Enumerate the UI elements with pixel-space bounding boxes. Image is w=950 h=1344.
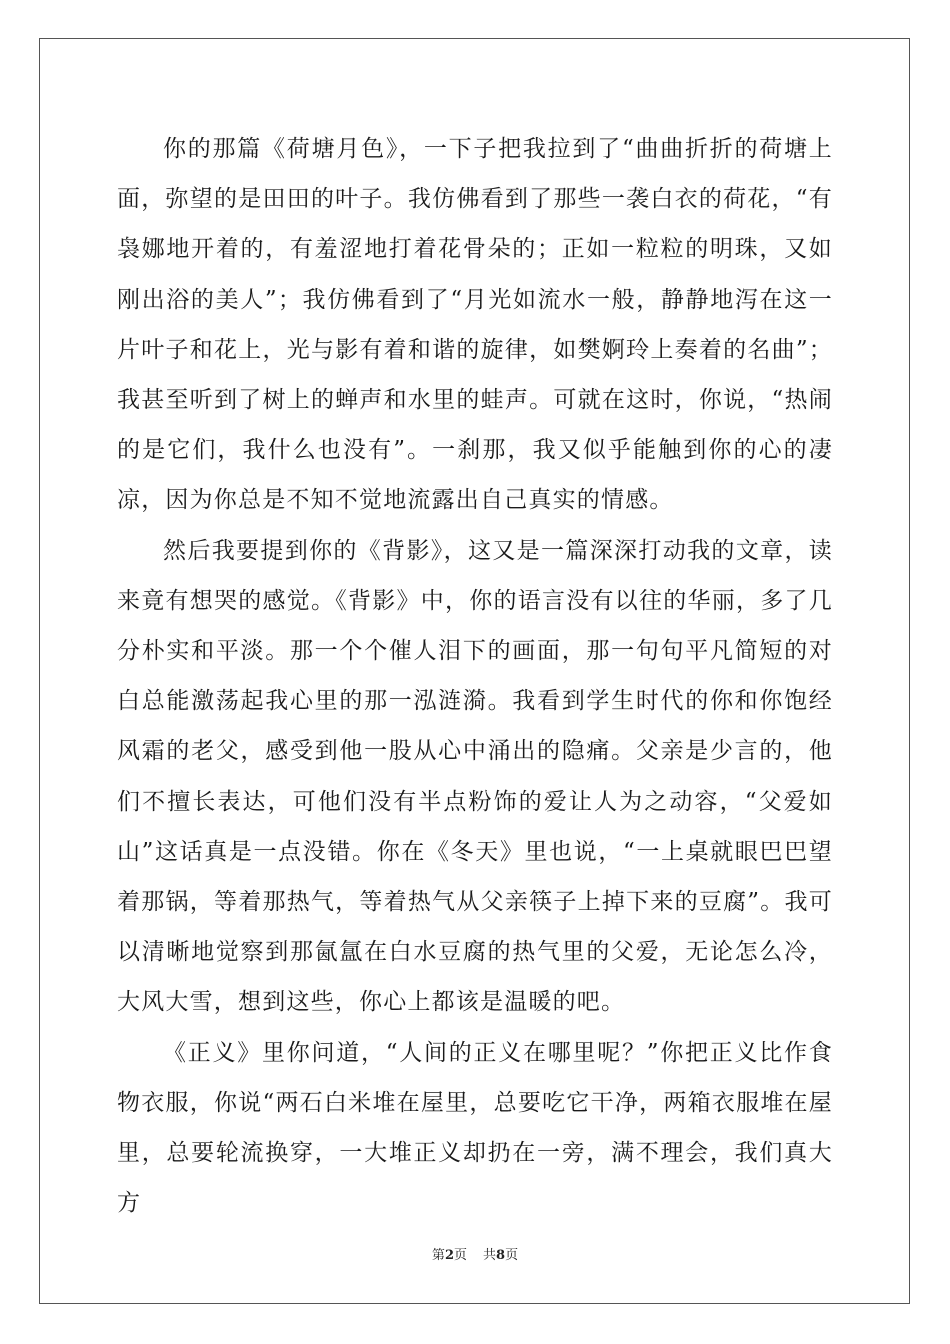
page-prefix: 第 [431,1248,445,1263]
paragraph-hetang-yuese: 你的那篇《荷塘月色》，一下子把我拉到了“曲曲折折的荷塘上面，弥望的是田田的叶子。我仿佛看到了那些一袭白衣的荷花，“有袅娜地开着的，有羞涩地打着花骨朵的；正如一粒粒的明珠，又如刚出浴的美人”；我仿佛看到了“月光如流水一般，静静地泻在这一片叶子和花上，光与影有着和谐的旋律，如樊婀玲上奏着的名曲”；我甚至听到了树上的蝉声和水里的蛙声。可就在这时，你说，“热闹的是它们，我什么也没有”。一刹那，我又似乎能触到你的心的凄凉，因为你总是不知不觉地流露出自己真实的情感。 [117,136,833,514]
paragraph-beiying: 然后我要提到你的《背影》，这又是一篇深深打动我的文章，读来竟有想哭的感觉。《背影》中，你的语言没有以往的华丽，多了几分朴实和平淡。那一个个催人泪下的画面，那一句句平凡简短的对白总能激荡起我心里的那一泓涟漪。我看到学生时代的你和你饱经风霜的老父，感受到他一股从心中涌出的隐痛。父亲是少言的，他们不擅长表达，可他们没有半点粉饰的爱让人为之动容，“父爱如山”这话真是一点没错。你在《冬天》里也说，“一上桌就眼巴巴望着那锅，等着那热气，等着热气从父亲筷子上掉下来的豆腐”。我可以清晰地觉察到那氤氲在白水豆腐的热气里的父爱，无论怎么冷，大风大雪，想到这些，你心上都该是温暖的吧。 [117,537,833,1016]
page-footer [0,1247,950,1265]
total-page-count: 8 [496,1248,506,1263]
total-suffix: 页 [505,1248,519,1263]
document-body [117,124,833,1228]
total-prefix: 共 [483,1248,497,1263]
current-page-number: 2 [444,1248,454,1263]
page-suffix: 页 [453,1248,467,1263]
paragraph-zhengyi: 《正义》里你问道，“人间的正义在哪里呢？”你把正义比作食物衣服，你说“两石白米堆在屋里，总要吃它干净，两箱衣服堆在屋里，总要轮流换穿，一大堆正义却扔在一旁，满不理会，我们真大方 [117,1039,833,1217]
